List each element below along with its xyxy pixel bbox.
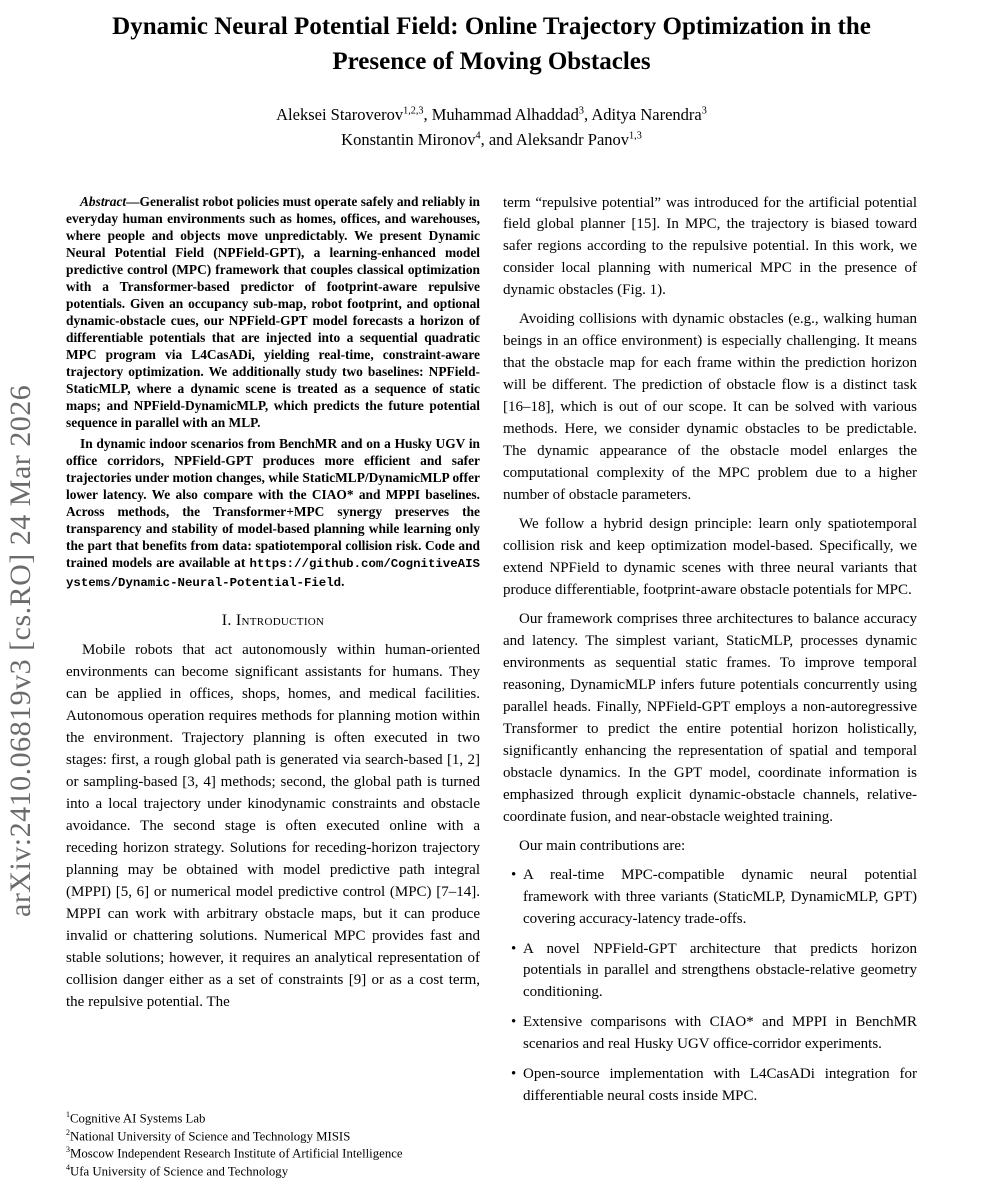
bullet-icon <box>503 939 523 1005</box>
section-heading-introduction: I. Introduction <box>221 612 325 630</box>
body-paragraph: Our framework comprises three architectures to balance accuracy and latency. The simplest variant, StaticMLP, processes dynamic environments as sequential static frames. To improve temporal reasoning, DynamicMLP infers future potentials concurrently using parallel heads. Finally, NPField-GPT employs a non-autoregressive Transformer to predict the entire potential horizon holistically, significantly enhancing the representation of spatial and temporal obstacle dynamics. In the GPT model, coordinate information is emphasized through explicit dynamic-obstacle channels, relative-coordinate fusion, and near-obstacle weighted training. <box>503 610 917 825</box>
footnote <box>66 1163 480 1181</box>
author-name: Konstantin Mironov <box>341 129 476 149</box>
author-name: , Muhammad Alhaddad <box>423 105 579 124</box>
contribution-text: A novel NPField-GPT architecture that predicts horizon potentials in parallel and strengthens obstacle-relative geometry conditioning. <box>523 940 917 1001</box>
right-column <box>503 193 917 1183</box>
author-name: Aleksei Staroverov <box>276 105 404 124</box>
footnote-marker: 3 <box>66 1145 70 1155</box>
footnote <box>66 1110 480 1128</box>
author-block <box>0 103 983 153</box>
abstract-text: In dynamic indoor scenarios from BenchMR and on a Husky UGV in office corridors, NPField-GPT produces more efficient and safer trajectories under motion changes, while StaticMLP/DynamicMLP offer lower latency. We also compare with the CIAO* and MPPI baselines. Across methods, the Transformer+MPC synergy preserves the transparency and stability of model-based planning while learning only the part that benefits from data: spatiotemporal collision risk. Code and trained models are available at <box>66 435 480 570</box>
author-superscript: 1,3 <box>629 130 642 142</box>
contribution-item <box>503 939 917 1005</box>
footnote-marker: 4 <box>66 1162 70 1172</box>
contribution-item <box>503 1012 917 1056</box>
bullet-icon <box>503 865 523 931</box>
abstract <box>66 193 480 596</box>
intro-paragraph: Mobile robots that act autonomously within human-oriented environments can become significant assistants for humans. They can be applied in offices, shops, homes, and medical facilities. Autonomous operation requires methods for planning motion within the environment. Trajectory planning is often executed in two stages: first, a rough global path is generated via search-based [1, 2] or sampling-based [3, 4] methods; second, the global path is turned into a local trajectory under kinodynamic constraints and obstacle avoidance. The second stage is often executed online with a receding horizon strategy. Solutions for receding-horizon trajectory planning may be obtained with model predictive path integral (MPPI) [5, 6] or numerical model predictive control (MPC) [7–14]. MPPI can work with arbitrary obstacle maps, but it can produce invalid or chattering solutions. Numerical MPC provides fast and stable solutions; however, it requires an analytical representation of collision danger either as a set of constraints [9] or as a cost term, the repulsive potential. The <box>66 642 480 1010</box>
author-superscript: 1,2,3 <box>403 105 424 117</box>
body-paragraph: Avoiding collisions with dynamic obstacles (e.g., walking human beings in an office environment) is especially challenging. It means that the obstacle map for each frame within the prediction horizon will be different. The prediction of obstacle flow is a distinct task [16–18], which is out of our scope. It can be solved with various methods. Here, we consider dynamic obstacles to be predictable. The dynamic appearance of the obstacle model enlarges the computational complexity of the MPC problem due to a higher number of obstacle parameters. <box>503 311 917 504</box>
footnotes <box>66 1110 480 1182</box>
author-superscript: 4 <box>475 130 481 142</box>
contribution-item <box>503 1064 917 1108</box>
author-superscript: 3 <box>578 105 584 117</box>
author-name: , and Aleksandr Panov <box>480 129 630 149</box>
author-line-2 <box>0 128 983 153</box>
arxiv-watermark: arXiv:2410.06819v3 [cs.RO] 24 Mar 2026 <box>4 384 37 917</box>
body-paragraph: We follow a hybrid design principle: learn only spatiotemporal collision risk and keep optimization model-based. Specifically, we extend NPField to dynamic scenes with three neural variants that produce differentiable, footprint-aware obstacle potentials for MPC. <box>503 516 917 598</box>
two-column-body <box>0 193 983 1183</box>
author-superscript: 3 <box>701 105 707 117</box>
contribution-text: Extensive comparisons with CIAO* and MPPI in BenchMR scenarios and real Husky UGV office-corridor experiments. <box>523 1014 917 1053</box>
paper-title <box>70 0 913 79</box>
contribution-text: Open-source implementation with L4CasADi integration for differentiable neural costs inside MPC. <box>523 1066 917 1105</box>
abstract-paragraph-1 <box>66 193 480 431</box>
bullet-icon <box>503 1064 523 1108</box>
abstract-label: Abstract— <box>80 193 140 209</box>
contribution-text: A real-time MPC-compatible dynamic neural potential framework with three variants (StaticMLP, DynamicMLP, GPT) covering accuracy-latency trade-offs. <box>523 866 917 927</box>
footnote <box>66 1128 480 1146</box>
abstract-paragraph-2 <box>66 435 480 592</box>
footnote <box>66 1145 480 1163</box>
body-paragraph: term “repulsive potential” was introduced for the artificial potential field global planner [15]. In MPC, the trajectory is biased toward safer regions according to the repulsive potential. In this work, we consider local planning with numerical MPC in the presence of dynamic obstacles (Fig. 1). <box>503 194 917 299</box>
abstract-text: Generalist robot policies must operate safely and reliably in everyday human environments such as homes, offices, and warehouses, where people and objects move unpredictably. We present Dynamic Neural Potential Field (NPField-GPT), a learning-enhanced model predictive control (MPC) framework that couples classical optimization with a Transformer-based predictor of footprint-aware repulsive potentials. Given an occupancy sub-map, robot footprint, and optional dynamic-obstacle cues, our NPField-GPT model forecasts a horizon of differentiable potentials that are injected into a sequential quadratic MPC program via L4CasADi, yielding real-time, constraint-aware trajectory optimization. We additionally study two baselines: NPField-StaticMLP, where a dynamic scene is treated as a sequence of static maps; and NPField-DynamicMLP, which predicts the future potential sequence in parallel with an MLP. <box>66 193 480 430</box>
footnote-text: Ufa University of Science and Technology <box>69 1164 289 1179</box>
contributions-intro: Our main contributions are: <box>519 837 686 854</box>
contribution-item <box>503 865 917 931</box>
footnote-marker: 2 <box>66 1127 70 1137</box>
contributions-list <box>503 865 917 1109</box>
abstract-text: . <box>341 573 345 589</box>
github-link[interactable]: https://github.com/CognitiveAISystems/Dynamic-Neural-Potential-Field <box>66 556 480 590</box>
paper-title-line2: Presence of Moving Obstacles <box>332 47 651 75</box>
author-line-1 <box>0 103 983 128</box>
author-name: , Aditya Narendra <box>583 105 702 124</box>
footnote-text: Moscow Independent Research Institute of Artificial Intelligence <box>69 1146 403 1161</box>
left-column <box>66 193 480 1183</box>
footnote-text: Cognitive AI Systems Lab <box>69 1111 206 1126</box>
footnote-text: National University of Science and Technology MISIS <box>69 1129 351 1144</box>
paper-title-line1: Dynamic Neural Potential Field: Online Trajectory Optimization in the <box>112 13 871 40</box>
footnote-marker: 1 <box>66 1110 70 1120</box>
bullet-icon <box>503 1012 523 1056</box>
